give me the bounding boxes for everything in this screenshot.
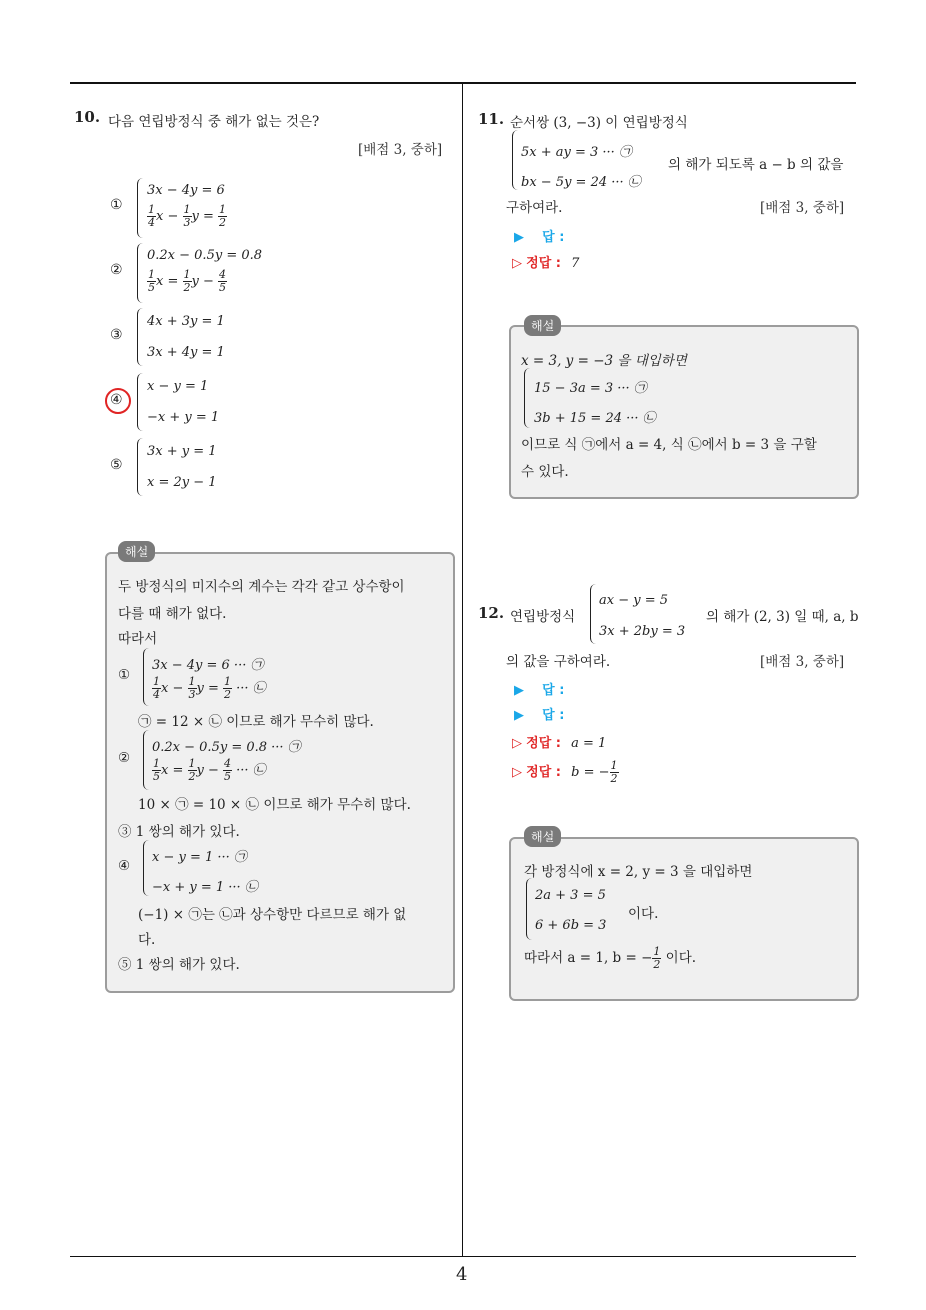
q12-number: 12. (478, 604, 505, 622)
q10-option-4-brace (137, 373, 144, 431)
q10-option-3-brace (137, 308, 144, 366)
q10-sol-o2-note: 10 × ㉠ = 10 × ㉡ 이므로 해가 무수히 많다. (138, 797, 411, 813)
q10-option-1-line2: $\frac{1}{4}$ x − $\frac{1}{3}$ y = $\frac{1}{2}$ (148, 203, 227, 229)
q11-sol-s2: 3b + 15 = 24 ··· ㉡ (534, 411, 656, 426)
q12-correct-row-2: ▷ 정답 : b = − $\frac{1}{2}$ (512, 759, 618, 785)
bottom-rule (70, 1256, 856, 1257)
q12-system-line1: ax − y = 5 (599, 593, 669, 608)
q10-sol-o2-brace (143, 730, 150, 790)
play-outline-icon: ▷ (512, 765, 522, 780)
q10-option-2-number[interactable]: ② (110, 262, 123, 278)
q12-system-line2: 3x + 2by = 3 (599, 624, 686, 639)
q12-correct-row-1: ▷ 정답 : a = 1 (512, 736, 607, 751)
q11-sol-l3: 수 있다. (521, 464, 569, 480)
q10-tag: [배점 3, 중하] (358, 142, 443, 158)
q10-option-5-line1: 3x + y = 1 (147, 444, 217, 459)
q12-sol-l2: 따라서 a = 1, b = − $\frac{1}{2}$ 이다. (524, 945, 697, 971)
play-icon: ▶ (514, 683, 524, 698)
q11-correct-row: ▷ 정답 : 7 (512, 256, 580, 271)
q10-option-4-line2: −x + y = 1 (147, 410, 220, 425)
q10-sol-o2-number: ② (118, 750, 131, 766)
q12-tag: [배점 3, 중하] (760, 654, 845, 670)
q10-option-4-line1: x − y = 1 (147, 379, 209, 394)
q10-sol-o3: ③ 1 쌍의 해가 있다. (118, 824, 240, 840)
q11-question-a: 순서쌍 (3, −3) 이 연립방정식 (510, 115, 688, 131)
q12-question-b: 의 해가 (2, 3) 일 때, a, b (706, 609, 859, 625)
q10-sol-o2-line2: $\frac{1}{5}$ x = $\frac{1}{2}$ y − $\frac{4}{5}$ ··· ㉡ (153, 757, 266, 783)
q12-sol-s1: 2a + 3 = 5 (535, 888, 606, 903)
q11-number: 11. (478, 110, 505, 128)
q10-solution-label: 해설 (118, 541, 155, 562)
q12-question-c: 의 값을 구하여라. (506, 654, 611, 670)
q12-sol-l1: 각 방정식에 x = 2, y = 3 을 대입하면 (524, 864, 753, 880)
q11-system-line1: 5x + ay = 3 ··· ㉠ (521, 145, 632, 160)
q10-sol-o1-brace (143, 648, 150, 706)
q10-sol-o1-number: ① (118, 667, 131, 683)
q10-sol-o1-note: ㉠ = 12 × ㉡ 이므로 해가 무수히 많다. (138, 714, 374, 730)
q10-option-2-brace (137, 243, 144, 303)
q10-option-4-number[interactable]: ④ (110, 392, 123, 408)
q11-question-c: 구하여라. (506, 200, 563, 216)
column-divider (462, 84, 463, 1256)
q10-sol-p1: 두 방정식의 미지수의 계수는 각각 같고 상수항이 (118, 579, 405, 595)
q10-sol-p3: 따라서 (118, 631, 158, 647)
q10-sol-o4-note1: (−1) × ㉠는 ㉡과 상수항만 다르므로 해가 없 (138, 907, 407, 923)
q10-number: 10. (74, 108, 101, 126)
q12-solution-label: 해설 (524, 826, 561, 847)
q10-option-3-line1: 4x + 3y = 1 (147, 314, 225, 329)
q10-option-5-number[interactable]: ⑤ (110, 457, 123, 473)
q10-option-2-line1: 0.2x − 0.5y = 0.8 (147, 248, 263, 263)
q10-option-2-line2: $\frac{1}{5}$ x = $\frac{1}{2}$ y − $\frac{4}{5}$ (148, 268, 227, 294)
q11-answer-row[interactable]: ▶ 답 : (514, 230, 565, 245)
q10-option-1-line1: 3x − 4y = 6 (147, 183, 225, 198)
q10-sol-o4-number: ④ (118, 858, 131, 874)
play-outline-icon: ▷ (512, 256, 522, 271)
top-rule (70, 82, 856, 84)
q10-sol-o4-note2: 다. (138, 932, 156, 948)
q10-option-5-brace (137, 438, 144, 496)
play-icon: ▶ (514, 708, 524, 723)
q12-sol-brace (526, 878, 533, 940)
q11-solution-label: 해설 (524, 315, 561, 336)
q10-question: 다음 연립방정식 중 해가 없는 것은? (108, 114, 320, 130)
q11-sol-brace (524, 368, 531, 428)
q12-answer-row-1[interactable]: ▶ 답 : (514, 683, 565, 698)
q11-system-line2: bx − 5y = 24 ··· ㉡ (521, 175, 641, 190)
q11-sol-l1: x = 3, y = −3 을 대입하면 (521, 353, 687, 369)
play-outline-icon: ▷ (512, 736, 522, 751)
q12-question-a: 연립방정식 (510, 609, 576, 625)
q12-answer-row-2[interactable]: ▶ 답 : (514, 708, 565, 723)
q10-option-1-brace (137, 178, 144, 238)
q11-sol-s1: 15 − 3a = 3 ··· ㉠ (534, 381, 647, 396)
q10-sol-p2: 다를 때 해가 없다. (118, 606, 227, 622)
page-number: 4 (456, 1264, 468, 1285)
q11-question-b: 의 해가 되도록 a − b 의 값을 (668, 157, 844, 173)
q10-option-3-number[interactable]: ③ (110, 327, 123, 343)
q10-sol-o1-line1: 3x − 4y = 6 ··· ㉠ (152, 658, 264, 673)
play-icon: ▶ (514, 230, 524, 245)
q10-sol-o4-line2: −x + y = 1 ··· ㉡ (152, 880, 258, 895)
q12-sol-s2: 6 + 6b = 3 (535, 918, 607, 933)
q10-option-3-line2: 3x + 4y = 1 (147, 345, 225, 360)
q10-sol-o2-line1: 0.2x − 0.5y = 0.8 ··· ㉠ (152, 740, 301, 755)
q10-sol-o4-brace (143, 840, 150, 896)
q11-system-brace (512, 130, 519, 190)
q10-option-5-line2: x = 2y − 1 (147, 475, 217, 490)
q12-system-brace (590, 584, 597, 644)
q11-tag: [배점 3, 중하] (760, 200, 845, 216)
q10-sol-o1-line2: $\frac{1}{4}$ x − $\frac{1}{3}$ y = $\frac{1}{2}$ ··· ㉡ (153, 675, 266, 701)
q11-sol-l2: 이므로 식 ㉠에서 a = 4, 식 ㉡에서 b = 3 을 구할 (521, 437, 817, 453)
q10-sol-o4-line1: x − y = 1 ··· ㉠ (152, 850, 247, 865)
q12-sol-tail: 이다. (628, 906, 659, 922)
q10-sol-o5: ⑤ 1 쌍의 해가 있다. (118, 957, 240, 973)
q10-option-1-number[interactable]: ① (110, 197, 123, 213)
